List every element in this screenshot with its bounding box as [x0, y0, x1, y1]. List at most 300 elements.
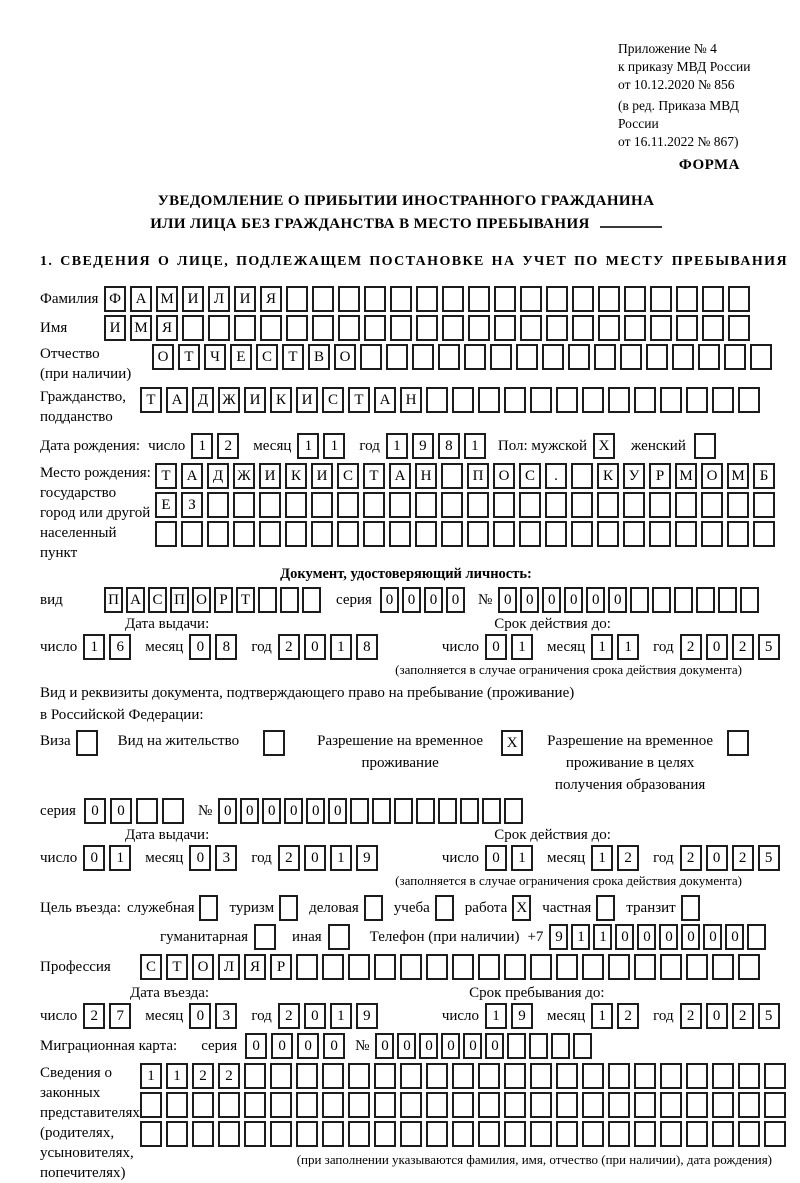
char-cell[interactable]: П — [467, 463, 489, 489]
char-cell[interactable] — [530, 1121, 552, 1147]
char-cell[interactable]: М — [675, 463, 697, 489]
char-cell[interactable] — [623, 492, 645, 518]
char-cell[interactable] — [634, 1121, 656, 1147]
char-cell[interactable]: А — [166, 387, 188, 413]
char-cell[interactable] — [597, 521, 619, 547]
char-cell[interactable] — [162, 798, 184, 824]
char-cell[interactable]: 1 — [386, 433, 408, 459]
char-cell[interactable] — [400, 954, 422, 980]
char-cell[interactable] — [452, 954, 474, 980]
char-cell[interactable]: 1 — [464, 433, 486, 459]
char-cell[interactable] — [676, 315, 698, 341]
char-cell[interactable]: 0 — [110, 798, 132, 824]
char-cell[interactable] — [698, 344, 720, 370]
char-cell[interactable] — [478, 1092, 500, 1118]
char-cell[interactable] — [582, 1092, 604, 1118]
char-cell[interactable] — [348, 1121, 370, 1147]
char-cell[interactable]: К — [597, 463, 619, 489]
char-cell[interactable] — [660, 954, 682, 980]
char-cell[interactable]: 1 — [591, 634, 613, 660]
char-cell[interactable] — [712, 1092, 734, 1118]
char-cell[interactable] — [296, 1063, 318, 1089]
char-cell[interactable]: 8 — [215, 634, 237, 660]
char-cell[interactable] — [529, 1033, 548, 1059]
char-cell[interactable] — [192, 1092, 214, 1118]
char-cell[interactable] — [140, 1092, 162, 1118]
char-cell[interactable]: 1 — [323, 433, 345, 459]
char-cell[interactable]: 0 — [262, 798, 281, 824]
char-cell[interactable] — [738, 1121, 760, 1147]
char-cell[interactable]: 0 — [84, 798, 106, 824]
char-cell[interactable]: 0 — [375, 1033, 394, 1059]
char-cell[interactable] — [571, 492, 593, 518]
char-cell[interactable]: Н — [400, 387, 422, 413]
char-cell[interactable]: 1 — [617, 634, 639, 660]
char-cell[interactable]: 0 — [218, 798, 237, 824]
char-cell[interactable]: 0 — [402, 587, 421, 613]
char-cell[interactable]: О — [192, 954, 214, 980]
char-cell[interactable]: 0 — [419, 1033, 438, 1059]
char-cell[interactable] — [546, 286, 568, 312]
char-cell[interactable]: 0 — [380, 587, 399, 613]
char-cell[interactable] — [244, 1092, 266, 1118]
char-cell[interactable] — [207, 521, 229, 547]
char-cell[interactable] — [504, 1063, 526, 1089]
char-cell[interactable] — [389, 492, 411, 518]
char-cell[interactable]: 2 — [732, 845, 754, 871]
purpose-transit-checkbox[interactable] — [681, 895, 700, 921]
char-cell[interactable] — [676, 286, 698, 312]
char-cell[interactable] — [400, 1063, 422, 1089]
purpose-private-checkbox[interactable] — [596, 895, 615, 921]
char-cell[interactable] — [374, 1063, 396, 1089]
char-cell[interactable] — [740, 587, 759, 613]
char-cell[interactable] — [545, 521, 567, 547]
char-cell[interactable]: 0 — [397, 1033, 416, 1059]
char-cell[interactable] — [494, 315, 516, 341]
char-cell[interactable] — [686, 1092, 708, 1118]
char-cell[interactable] — [702, 286, 724, 312]
char-cell[interactable] — [556, 1121, 578, 1147]
visa-checkbox[interactable] — [76, 730, 98, 756]
char-cell[interactable] — [348, 1063, 370, 1089]
char-cell[interactable] — [280, 587, 299, 613]
char-cell[interactable] — [753, 492, 775, 518]
char-cell[interactable]: А — [130, 286, 152, 312]
char-cell[interactable] — [582, 387, 604, 413]
char-cell[interactable]: Т — [166, 954, 188, 980]
char-cell[interactable]: 1 — [571, 924, 590, 950]
char-cell[interactable]: 1 — [330, 845, 352, 871]
char-cell[interactable] — [718, 587, 737, 613]
char-cell[interactable]: 0 — [304, 1003, 326, 1029]
char-cell[interactable]: С — [519, 463, 541, 489]
char-cell[interactable]: 9 — [356, 845, 378, 871]
char-cell[interactable]: 0 — [83, 845, 105, 871]
residence-permit-checkbox[interactable] — [263, 730, 285, 756]
char-cell[interactable]: С — [256, 344, 278, 370]
char-cell[interactable] — [493, 492, 515, 518]
char-cell[interactable] — [296, 1121, 318, 1147]
char-cell[interactable] — [686, 1121, 708, 1147]
char-cell[interactable] — [530, 1063, 552, 1089]
char-cell[interactable] — [608, 1063, 630, 1089]
char-cell[interactable]: 1 — [591, 1003, 613, 1029]
char-cell[interactable]: И — [244, 387, 266, 413]
char-cell[interactable]: Б — [753, 463, 775, 489]
char-cell[interactable] — [530, 1092, 552, 1118]
char-cell[interactable] — [311, 492, 333, 518]
char-cell[interactable]: 2 — [617, 845, 639, 871]
purpose-official-checkbox[interactable] — [199, 895, 218, 921]
char-cell[interactable]: 0 — [520, 587, 539, 613]
char-cell[interactable] — [296, 954, 318, 980]
char-cell[interactable] — [441, 492, 463, 518]
char-cell[interactable] — [568, 344, 590, 370]
char-cell[interactable] — [634, 1063, 656, 1089]
char-cell[interactable] — [686, 954, 708, 980]
char-cell[interactable] — [738, 1063, 760, 1089]
char-cell[interactable] — [286, 315, 308, 341]
char-cell[interactable] — [504, 387, 526, 413]
char-cell[interactable]: Е — [155, 492, 177, 518]
char-cell[interactable] — [258, 587, 277, 613]
char-cell[interactable] — [608, 954, 630, 980]
char-cell[interactable] — [728, 286, 750, 312]
char-cell[interactable] — [649, 521, 671, 547]
char-cell[interactable] — [467, 521, 489, 547]
char-cell[interactable] — [364, 315, 386, 341]
char-cell[interactable]: Т — [236, 587, 255, 613]
char-cell[interactable] — [764, 1121, 786, 1147]
char-cell[interactable]: В — [308, 344, 330, 370]
char-cell[interactable] — [660, 1063, 682, 1089]
char-cell[interactable] — [192, 1121, 214, 1147]
char-cell[interactable] — [520, 315, 542, 341]
char-cell[interactable]: Л — [218, 954, 240, 980]
char-cell[interactable]: 9 — [549, 924, 568, 950]
female-checkbox[interactable] — [694, 433, 716, 459]
char-cell[interactable] — [545, 492, 567, 518]
char-cell[interactable] — [467, 492, 489, 518]
char-cell[interactable]: 0 — [306, 798, 325, 824]
char-cell[interactable] — [556, 954, 578, 980]
char-cell[interactable] — [259, 521, 281, 547]
char-cell[interactable]: Е — [230, 344, 252, 370]
char-cell[interactable] — [416, 286, 438, 312]
char-cell[interactable]: 0 — [328, 798, 347, 824]
char-cell[interactable]: 2 — [617, 1003, 639, 1029]
char-cell[interactable] — [390, 286, 412, 312]
char-cell[interactable]: О — [192, 587, 211, 613]
char-cell[interactable] — [660, 1092, 682, 1118]
char-cell[interactable]: А — [126, 587, 145, 613]
char-cell[interactable]: И — [259, 463, 281, 489]
purpose-work-checkbox[interactable]: X — [512, 895, 531, 921]
char-cell[interactable]: А — [181, 463, 203, 489]
char-cell[interactable] — [504, 1092, 526, 1118]
char-cell[interactable] — [738, 1092, 760, 1118]
char-cell[interactable] — [608, 387, 630, 413]
char-cell[interactable]: 0 — [706, 1003, 728, 1029]
char-cell[interactable]: П — [170, 587, 189, 613]
char-cell[interactable]: 0 — [284, 798, 303, 824]
char-cell[interactable]: 0 — [615, 924, 634, 950]
char-cell[interactable]: 0 — [189, 634, 211, 660]
char-cell[interactable]: 1 — [591, 845, 613, 871]
char-cell[interactable] — [394, 798, 413, 824]
char-cell[interactable] — [582, 954, 604, 980]
char-cell[interactable]: 1 — [593, 924, 612, 950]
char-cell[interactable]: 6 — [109, 634, 131, 660]
char-cell[interactable] — [468, 315, 490, 341]
char-cell[interactable] — [652, 587, 671, 613]
char-cell[interactable] — [416, 798, 435, 824]
char-cell[interactable] — [686, 387, 708, 413]
char-cell[interactable]: 0 — [485, 1033, 504, 1059]
char-cell[interactable]: 1 — [166, 1063, 188, 1089]
char-cell[interactable] — [270, 1063, 292, 1089]
char-cell[interactable] — [426, 387, 448, 413]
char-cell[interactable] — [728, 315, 750, 341]
char-cell[interactable] — [233, 492, 255, 518]
purpose-business-checkbox[interactable] — [364, 895, 383, 921]
char-cell[interactable]: 0 — [706, 845, 728, 871]
char-cell[interactable] — [660, 387, 682, 413]
char-cell[interactable]: 0 — [240, 798, 259, 824]
char-cell[interactable] — [302, 587, 321, 613]
char-cell[interactable]: Д — [192, 387, 214, 413]
char-cell[interactable] — [478, 1121, 500, 1147]
char-cell[interactable] — [738, 387, 760, 413]
char-cell[interactable]: 1 — [511, 845, 533, 871]
char-cell[interactable]: О — [152, 344, 174, 370]
char-cell[interactable] — [753, 521, 775, 547]
char-cell[interactable]: З — [181, 492, 203, 518]
char-cell[interactable]: 2 — [278, 845, 300, 871]
char-cell[interactable] — [582, 1121, 604, 1147]
char-cell[interactable] — [519, 521, 541, 547]
char-cell[interactable]: А — [389, 463, 411, 489]
char-cell[interactable]: 7 — [109, 1003, 131, 1029]
char-cell[interactable] — [701, 492, 723, 518]
char-cell[interactable] — [634, 1092, 656, 1118]
char-cell[interactable] — [727, 521, 749, 547]
char-cell[interactable]: К — [270, 387, 292, 413]
char-cell[interactable]: 0 — [485, 634, 507, 660]
char-cell[interactable] — [542, 344, 564, 370]
char-cell[interactable] — [646, 344, 668, 370]
char-cell[interactable]: 1 — [140, 1063, 162, 1089]
char-cell[interactable]: Ф — [104, 286, 126, 312]
char-cell[interactable] — [504, 798, 523, 824]
char-cell[interactable] — [460, 798, 479, 824]
char-cell[interactable] — [490, 344, 512, 370]
char-cell[interactable]: П — [104, 587, 123, 613]
char-cell[interactable]: И — [296, 387, 318, 413]
char-cell[interactable] — [478, 954, 500, 980]
char-cell[interactable] — [452, 1092, 474, 1118]
char-cell[interactable]: 0 — [608, 587, 627, 613]
char-cell[interactable]: Р — [649, 463, 671, 489]
char-cell[interactable] — [166, 1092, 188, 1118]
char-cell[interactable] — [412, 344, 434, 370]
char-cell[interactable] — [322, 1092, 344, 1118]
char-cell[interactable]: Т — [363, 463, 385, 489]
char-cell[interactable]: 0 — [706, 634, 728, 660]
char-cell[interactable]: 9 — [412, 433, 434, 459]
char-cell[interactable]: 1 — [485, 1003, 507, 1029]
char-cell[interactable]: 1 — [191, 433, 213, 459]
char-cell[interactable] — [675, 492, 697, 518]
char-cell[interactable] — [556, 1063, 578, 1089]
char-cell[interactable] — [136, 798, 158, 824]
char-cell[interactable] — [218, 1121, 240, 1147]
char-cell[interactable] — [426, 954, 448, 980]
char-cell[interactable] — [374, 1121, 396, 1147]
char-cell[interactable]: Т — [348, 387, 370, 413]
char-cell[interactable] — [426, 1092, 448, 1118]
purpose-tourism-checkbox[interactable] — [279, 895, 298, 921]
char-cell[interactable] — [181, 521, 203, 547]
char-cell[interactable] — [520, 286, 542, 312]
char-cell[interactable]: 0 — [659, 924, 678, 950]
char-cell[interactable] — [416, 315, 438, 341]
char-cell[interactable] — [348, 1092, 370, 1118]
char-cell[interactable] — [363, 492, 385, 518]
char-cell[interactable]: 1 — [330, 634, 352, 660]
char-cell[interactable]: И — [234, 286, 256, 312]
char-cell[interactable] — [650, 286, 672, 312]
char-cell[interactable]: . — [545, 463, 567, 489]
char-cell[interactable]: С — [148, 587, 167, 613]
char-cell[interactable] — [516, 344, 538, 370]
char-cell[interactable] — [374, 954, 396, 980]
char-cell[interactable] — [244, 1063, 266, 1089]
char-cell[interactable] — [650, 315, 672, 341]
char-cell[interactable] — [452, 1063, 474, 1089]
char-cell[interactable] — [386, 344, 408, 370]
char-cell[interactable] — [322, 1063, 344, 1089]
char-cell[interactable]: 0 — [189, 1003, 211, 1029]
char-cell[interactable]: О — [493, 463, 515, 489]
char-cell[interactable] — [702, 315, 724, 341]
char-cell[interactable] — [270, 1121, 292, 1147]
char-cell[interactable]: 9 — [356, 1003, 378, 1029]
char-cell[interactable]: С — [322, 387, 344, 413]
char-cell[interactable]: М — [727, 463, 749, 489]
char-cell[interactable]: 0 — [245, 1033, 267, 1059]
char-cell[interactable] — [438, 798, 457, 824]
char-cell[interactable] — [582, 1063, 604, 1089]
char-cell[interactable]: 8 — [356, 634, 378, 660]
char-cell[interactable]: Т — [155, 463, 177, 489]
char-cell[interactable] — [372, 798, 391, 824]
char-cell[interactable]: 1 — [297, 433, 319, 459]
char-cell[interactable]: 2 — [83, 1003, 105, 1029]
char-cell[interactable] — [608, 1092, 630, 1118]
char-cell[interactable]: 0 — [189, 845, 211, 871]
char-cell[interactable]: К — [285, 463, 307, 489]
char-cell[interactable] — [572, 315, 594, 341]
char-cell[interactable] — [285, 492, 307, 518]
char-cell[interactable]: И — [311, 463, 333, 489]
char-cell[interactable]: 0 — [725, 924, 744, 950]
char-cell[interactable] — [348, 954, 370, 980]
purpose-study-checkbox[interactable] — [435, 895, 454, 921]
char-cell[interactable] — [244, 1121, 266, 1147]
char-cell[interactable] — [598, 286, 620, 312]
char-cell[interactable] — [530, 387, 552, 413]
char-cell[interactable] — [701, 521, 723, 547]
char-cell[interactable] — [696, 587, 715, 613]
char-cell[interactable]: 2 — [278, 634, 300, 660]
char-cell[interactable] — [620, 344, 642, 370]
char-cell[interactable]: 0 — [463, 1033, 482, 1059]
char-cell[interactable] — [364, 286, 386, 312]
char-cell[interactable]: Я — [244, 954, 266, 980]
char-cell[interactable]: 0 — [703, 924, 722, 950]
char-cell[interactable]: 2 — [680, 1003, 702, 1029]
char-cell[interactable] — [507, 1033, 526, 1059]
edu-permit-checkbox[interactable] — [727, 730, 749, 756]
char-cell[interactable]: 0 — [271, 1033, 293, 1059]
char-cell[interactable] — [750, 344, 772, 370]
char-cell[interactable]: 8 — [438, 433, 460, 459]
char-cell[interactable]: И — [104, 315, 126, 341]
char-cell[interactable] — [686, 1063, 708, 1089]
char-cell[interactable] — [493, 521, 515, 547]
char-cell[interactable] — [571, 463, 593, 489]
char-cell[interactable] — [322, 954, 344, 980]
char-cell[interactable] — [441, 521, 463, 547]
char-cell[interactable] — [415, 521, 437, 547]
char-cell[interactable] — [530, 954, 552, 980]
char-cell[interactable] — [572, 286, 594, 312]
char-cell[interactable]: 5 — [758, 1003, 780, 1029]
char-cell[interactable] — [337, 492, 359, 518]
char-cell[interactable] — [400, 1092, 422, 1118]
char-cell[interactable] — [452, 387, 474, 413]
char-cell[interactable]: Я — [260, 286, 282, 312]
char-cell[interactable] — [747, 924, 766, 950]
char-cell[interactable]: Т — [140, 387, 162, 413]
char-cell[interactable] — [374, 1092, 396, 1118]
char-cell[interactable] — [623, 521, 645, 547]
char-cell[interactable] — [764, 1092, 786, 1118]
char-cell[interactable] — [438, 344, 460, 370]
char-cell[interactable] — [233, 521, 255, 547]
char-cell[interactable]: Т — [282, 344, 304, 370]
char-cell[interactable] — [468, 286, 490, 312]
char-cell[interactable] — [182, 315, 204, 341]
char-cell[interactable]: 2 — [680, 845, 702, 871]
char-cell[interactable]: О — [334, 344, 356, 370]
char-cell[interactable]: Я — [156, 315, 178, 341]
char-cell[interactable]: 9 — [511, 1003, 533, 1029]
char-cell[interactable] — [400, 1121, 422, 1147]
char-cell[interactable]: С — [140, 954, 162, 980]
char-cell[interactable]: 1 — [511, 634, 533, 660]
char-cell[interactable] — [675, 521, 697, 547]
char-cell[interactable]: 0 — [304, 845, 326, 871]
char-cell[interactable] — [140, 1121, 162, 1147]
char-cell[interactable] — [482, 798, 501, 824]
char-cell[interactable]: 0 — [323, 1033, 345, 1059]
char-cell[interactable]: У — [623, 463, 645, 489]
char-cell[interactable]: 2 — [192, 1063, 214, 1089]
char-cell[interactable]: 0 — [681, 924, 700, 950]
